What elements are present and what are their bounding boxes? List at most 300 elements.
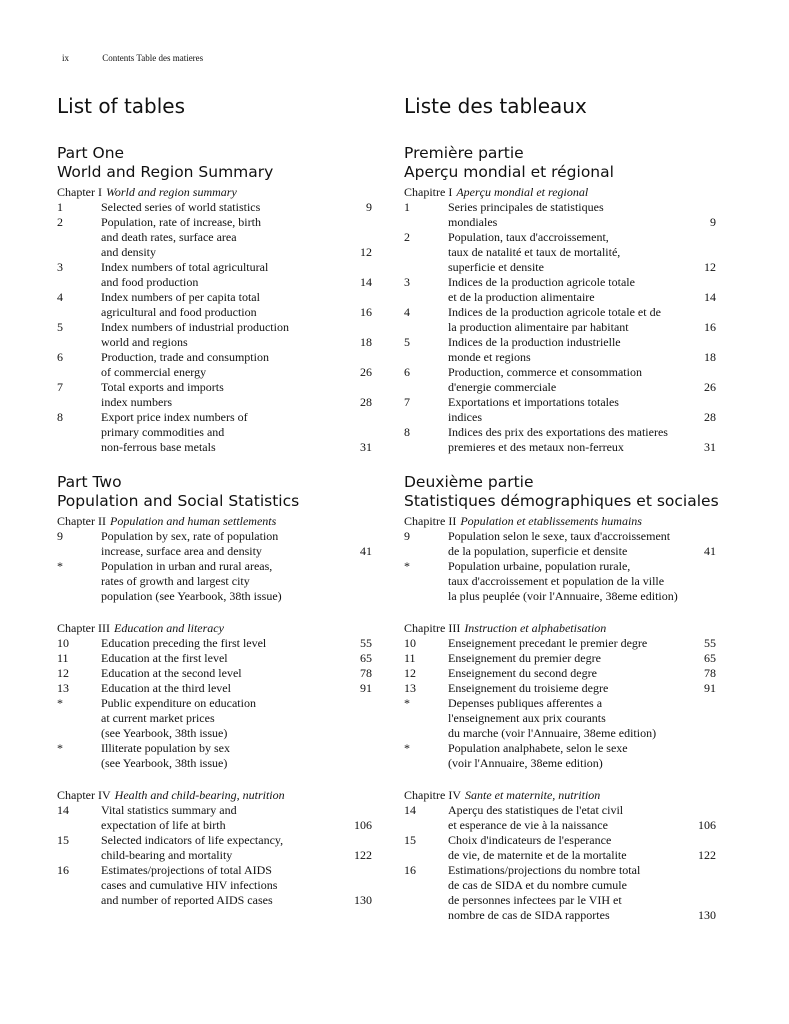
table-number: 12 [404, 666, 416, 680]
table-entry[interactable] [404, 305, 716, 335]
chapter-title: Sante et maternite, nutrition [464, 788, 601, 802]
table-title-line [101, 365, 372, 380]
table-entry[interactable] [404, 559, 716, 604]
page-reference: 31 [704, 440, 716, 454]
table-title-line [448, 878, 716, 893]
table-entry[interactable] [404, 335, 716, 365]
table-title [448, 200, 716, 230]
table-title-text: Population, rate of increase, birth [101, 215, 261, 229]
table-title-line [448, 230, 716, 245]
table-title-line [448, 350, 716, 365]
table-entry[interactable] [404, 741, 716, 771]
table-entry[interactable] [57, 320, 372, 350]
table-title-text: and density [101, 245, 156, 259]
table-number: 3 [404, 275, 410, 289]
table-title-text: de personnes infectees par le VIH et [448, 893, 622, 907]
part-heading [57, 144, 372, 182]
table-number: * [57, 559, 63, 573]
table-title-text: d'energie commerciale [448, 380, 557, 394]
page-reference: 14 [360, 275, 372, 289]
page-reference: 91 [704, 681, 716, 695]
table-title-text: et de la production alimentaire [448, 290, 595, 304]
table-title-text: Education at the second level [101, 666, 242, 680]
table-title-line [101, 848, 372, 863]
table-number: 6 [57, 350, 63, 364]
table-title-line [448, 893, 716, 908]
chapter-block [404, 185, 716, 455]
table-title [448, 833, 716, 863]
table-title [101, 651, 372, 666]
table-title [101, 863, 372, 908]
table-entry[interactable] [57, 833, 372, 863]
table-title-line [448, 741, 716, 756]
part-heading [57, 473, 372, 511]
table-title [101, 681, 372, 696]
table-entry[interactable] [404, 651, 716, 666]
table-title [101, 803, 372, 833]
table-title [448, 863, 716, 923]
table-number: 6 [404, 365, 410, 379]
table-title [448, 529, 716, 559]
table-entry[interactable] [57, 350, 372, 380]
table-entry[interactable] [404, 395, 716, 425]
table-title [448, 741, 716, 771]
chapter-block [404, 788, 716, 923]
table-title-line [448, 395, 716, 410]
chapter-title: World and region summary [105, 185, 237, 199]
table-title-text: Indices de la production industrielle [448, 335, 621, 349]
list-title: List of tables [57, 94, 186, 118]
table-entry[interactable] [57, 290, 372, 320]
page-reference: 9 [710, 215, 716, 229]
table-title-text: premieres et des metaux non-ferreux [448, 440, 624, 454]
table-number: 9 [404, 529, 410, 543]
french-column [404, 92, 719, 940]
part-name: World and Region Summary [57, 163, 274, 181]
part-name: Population and Social Statistics [57, 492, 300, 510]
table-title-line [101, 756, 372, 771]
table-entry[interactable] [404, 275, 716, 305]
table-entry[interactable] [404, 863, 716, 923]
table-title-line [101, 320, 372, 335]
table-title-line [101, 636, 372, 651]
chapter-heading [57, 185, 372, 200]
table-title-line [101, 275, 372, 290]
table-entry[interactable] [57, 215, 372, 260]
table-number: 15 [404, 833, 416, 847]
part-name: Aperçu mondial et régional [404, 163, 614, 181]
chapter-block [57, 514, 372, 604]
page-reference: 130 [354, 893, 372, 907]
table-title-line [101, 574, 372, 589]
page-reference: 106 [354, 818, 372, 832]
table-title-text: l'enseignement aux prix courants [448, 711, 606, 725]
table-title-text: Indices de la production agricole totale et de [448, 305, 661, 319]
table-title-text: (see Yearbook, 38th issue) [101, 726, 228, 740]
table-number: * [404, 559, 410, 573]
table-title-line [448, 365, 716, 380]
table-title-line [448, 440, 716, 455]
page-reference: 106 [698, 818, 716, 832]
table-title-line [101, 395, 372, 410]
chapter-number: Chapitre I [404, 185, 453, 199]
table-title [448, 559, 716, 604]
table-title-line [101, 863, 372, 878]
table-title [448, 305, 716, 335]
table-title [101, 200, 372, 215]
table-entry[interactable] [57, 651, 372, 666]
table-title-line [448, 410, 716, 425]
table-title-text: Population selon le sexe, taux d'accroissement [448, 529, 671, 543]
list-title: Liste des tableaux [404, 94, 587, 118]
chapter-number: Chapter I [57, 185, 102, 199]
table-title-text: monde et regions [448, 350, 531, 364]
chapter-heading [404, 185, 716, 200]
table-title-line [101, 305, 372, 320]
table-number: * [404, 696, 410, 710]
table-title [101, 666, 372, 681]
english-column [57, 92, 372, 925]
table-title-text: Production, trade and consumption [101, 350, 269, 364]
table-entry[interactable] [404, 365, 716, 395]
table-title-text: Enseignement du premier degre [448, 651, 601, 665]
table-title-line [101, 711, 372, 726]
table-title [448, 395, 716, 425]
table-entry[interactable] [404, 425, 716, 455]
table-title [101, 833, 372, 863]
table-title-text: and food production [101, 275, 199, 289]
table-title-line [448, 559, 716, 574]
page-reference: 26 [360, 365, 372, 379]
chapter-number: Chapter II [57, 514, 106, 528]
part-heading [404, 144, 716, 182]
part-name: Statistiques démographiques et sociales [404, 492, 719, 510]
table-title-text: cases and cumulative HIV infections [101, 878, 278, 892]
part-label: Part Two [57, 473, 122, 491]
table-title-text: taux de natalité et taux de mortalité, [448, 245, 621, 259]
table-title-line [101, 290, 372, 305]
table-title-line [101, 245, 372, 260]
table-number: 9 [57, 529, 63, 543]
table-title-line [448, 290, 716, 305]
page-reference: 122 [698, 848, 716, 862]
table-title-text: Selected indicators of life expectancy, [101, 833, 284, 847]
table-title-text: Total exports and imports [101, 380, 224, 394]
table-title [101, 350, 372, 380]
table-title-line [101, 803, 372, 818]
table-title-line [101, 544, 372, 559]
table-entry[interactable] [57, 529, 372, 559]
table-title-text: Population by sex, rate of population [101, 529, 279, 543]
table-title-line [101, 741, 372, 756]
table-number: 16 [57, 863, 69, 877]
entry-list [404, 636, 716, 771]
chapter-heading [57, 788, 372, 803]
table-title-text: agricultural and food production [101, 305, 257, 319]
table-title-line [448, 245, 716, 260]
chapter-heading [57, 621, 372, 636]
table-title-line [101, 893, 372, 908]
table-entry[interactable] [404, 681, 716, 696]
table-title-text: de vie, de maternite et de la mortalite [448, 848, 627, 862]
table-entry[interactable] [404, 666, 716, 681]
table-title-text: Population analphabete, selon le sexe [448, 741, 628, 755]
table-number: 1 [57, 200, 63, 214]
table-title-text: Enseignement du second degre [448, 666, 597, 680]
table-title-text: Estimates/projections of total AIDS [101, 863, 272, 877]
table-title-text: Index numbers of total agricultural [101, 260, 269, 274]
table-title-line [101, 215, 372, 230]
entry-list [404, 803, 716, 923]
table-title-line [448, 589, 716, 604]
table-title-line [448, 803, 716, 818]
part-label: Deuxième partie [404, 473, 534, 491]
table-number: 10 [57, 636, 69, 650]
table-title-text: taux d'accroissement et population de la ville [448, 574, 665, 588]
table-entry[interactable] [404, 529, 716, 559]
table-title [448, 335, 716, 365]
table-title-text: Enseignement du troisieme degre [448, 681, 609, 695]
table-number: 12 [57, 666, 69, 680]
table-title-line [101, 681, 372, 696]
table-title-line [101, 818, 372, 833]
chapter-block [404, 514, 716, 604]
table-title-line [448, 818, 716, 833]
table-title-line [448, 320, 716, 335]
table-number: 5 [404, 335, 410, 349]
table-title-text: nombre de cas de SIDA rapportes [448, 908, 610, 922]
table-title-line [101, 260, 372, 275]
table-title-line [101, 666, 372, 681]
table-entry[interactable] [57, 803, 372, 833]
table-title-line [448, 666, 716, 681]
chapter-title: Aperçu mondial et regional [456, 185, 589, 199]
table-title [101, 529, 372, 559]
table-number: * [57, 696, 63, 710]
table-title [448, 425, 716, 455]
table-title-text: Selected series of world statistics [101, 200, 261, 214]
page-reference: 9 [366, 200, 372, 214]
chapter-block [57, 621, 372, 771]
table-entry[interactable] [404, 833, 716, 863]
table-title-line [448, 215, 716, 230]
table-entry[interactable] [57, 559, 372, 604]
table-title-line [101, 380, 372, 395]
table-title [448, 803, 716, 833]
table-title-text: and number of reported AIDS cases [101, 893, 273, 907]
table-title [101, 696, 372, 741]
page-reference: 41 [360, 544, 372, 558]
table-title [448, 636, 716, 651]
chapter-block [404, 621, 716, 771]
table-title-line [448, 681, 716, 696]
entry-list [57, 529, 372, 604]
table-title-line [101, 696, 372, 711]
table-entry[interactable] [57, 741, 372, 771]
chapter-number: Chapter III [57, 621, 110, 635]
table-entry[interactable] [404, 803, 716, 833]
chapter-title: Instruction et alphabetisation [464, 621, 607, 635]
page-reference: 122 [354, 848, 372, 862]
table-number: 16 [404, 863, 416, 877]
table-entry[interactable] [404, 200, 716, 230]
entry-list [57, 803, 372, 908]
table-title [448, 666, 716, 681]
running-header [62, 53, 203, 63]
table-number: 4 [404, 305, 410, 319]
table-title-text: superficie et densite [448, 260, 544, 274]
page-reference: 28 [360, 395, 372, 409]
table-title-text: Public expenditure on education [101, 696, 256, 710]
table-title-text: Index numbers of per capita total [101, 290, 260, 304]
table-title-text: child-bearing and mortality [101, 848, 233, 862]
table-number: 15 [57, 833, 69, 847]
table-title-text: Depenses publiques afferentes a [448, 696, 603, 710]
page-reference: 55 [360, 636, 372, 650]
table-entry[interactable] [57, 681, 372, 696]
page-reference: 31 [360, 440, 372, 454]
table-title-text: Production, commerce et consommation [448, 365, 642, 379]
entry-list [57, 200, 372, 455]
table-title-line [448, 651, 716, 666]
table-title-text: Exportations et importations totales [448, 395, 619, 409]
entry-list [404, 200, 716, 455]
table-title [101, 636, 372, 651]
entry-list [404, 529, 716, 604]
table-title-text: of commercial energy [101, 365, 207, 379]
table-title-text: index numbers [101, 395, 172, 409]
table-title-text: Indices des prix des exportations des matieres [448, 425, 668, 439]
table-entry[interactable] [57, 863, 372, 908]
chapter-number: Chapitre III [404, 621, 461, 635]
table-title [101, 215, 372, 260]
table-title-line [448, 305, 716, 320]
table-title-text: Series principales de statistiques [448, 200, 604, 214]
page-reference: 12 [704, 260, 716, 274]
table-title-line [448, 425, 716, 440]
table-number: 11 [57, 651, 69, 665]
table-title-line [101, 529, 372, 544]
page-number: ix [62, 53, 70, 63]
table-title-text: (voir l'Annuaire, 38eme edition) [448, 756, 603, 770]
table-title-line [448, 380, 716, 395]
table-title-text: Education at the third level [101, 681, 231, 695]
table-number: 8 [404, 425, 410, 439]
chapter-title: Population et etablissements humains [460, 514, 642, 528]
table-number: 13 [404, 681, 416, 695]
table-entry[interactable] [404, 230, 716, 275]
page-reference: 65 [360, 651, 372, 665]
table-number: 10 [404, 636, 416, 650]
table-title [448, 651, 716, 666]
table-title-line [448, 711, 716, 726]
table-title-line [101, 425, 372, 440]
page-reference: 41 [704, 544, 716, 558]
page-reference: 65 [704, 651, 716, 665]
page-reference: 16 [704, 320, 716, 334]
table-title-line [448, 636, 716, 651]
part-heading [404, 473, 719, 511]
entry-list [57, 636, 372, 771]
table-title-line [448, 544, 716, 559]
table-title-text: la production alimentaire par habitant [448, 320, 629, 334]
chapter-number: Chapitre IV [404, 788, 461, 802]
table-number: 2 [57, 215, 63, 229]
table-title-text: at current market prices [101, 711, 215, 725]
table-title-line [448, 260, 716, 275]
table-title-text: Index numbers of industrial production [101, 320, 289, 334]
chapter-title: Education and literacy [113, 621, 224, 635]
table-entry[interactable] [404, 696, 716, 741]
table-title-text: (see Yearbook, 38th issue) [101, 756, 228, 770]
running-title: Contents Table des matieres [102, 53, 204, 63]
table-title [101, 380, 372, 410]
table-title-line [101, 651, 372, 666]
chapter-heading [404, 514, 716, 529]
table-title-text: de la population, superficie et densite [448, 544, 628, 558]
table-title-text: indices [448, 410, 482, 424]
table-title-text: Education at the first level [101, 651, 228, 665]
page-reference: 18 [704, 350, 716, 364]
table-title-line [101, 200, 372, 215]
table-number: 1 [404, 200, 410, 214]
table-title-text: et esperance de vie à la naissance [448, 818, 608, 832]
table-title-line [448, 726, 716, 741]
table-title-text: Estimations/projections du nombre total [448, 863, 641, 877]
chapter-heading [404, 621, 716, 636]
chapter-number: Chapitre II [404, 514, 457, 528]
table-title-text: increase, surface area and density [101, 544, 262, 558]
table-title-text: rates of growth and largest city [101, 574, 250, 588]
table-entry[interactable] [57, 380, 372, 410]
table-number: 3 [57, 260, 63, 274]
table-number: 8 [57, 410, 63, 424]
table-entry[interactable] [404, 636, 716, 651]
table-entry[interactable] [57, 410, 372, 455]
page-reference: 28 [704, 410, 716, 424]
table-title-line [101, 350, 372, 365]
table-title [448, 365, 716, 395]
table-entry[interactable] [57, 200, 372, 215]
chapter-heading [57, 514, 372, 529]
table-entry[interactable] [57, 666, 372, 681]
table-title-line [101, 335, 372, 350]
part-label: Part One [57, 144, 125, 162]
page-reference: 130 [698, 908, 716, 922]
table-number: 14 [404, 803, 416, 817]
table-title-line [448, 833, 716, 848]
table-number: 14 [57, 803, 69, 817]
page-reference: 18 [360, 335, 372, 349]
table-title-text: Choix d'indicateurs de l'esperance [448, 833, 612, 847]
table-title-text: and death rates, surface area [101, 230, 237, 244]
table-number: 7 [57, 380, 63, 394]
table-entry[interactable] [57, 636, 372, 651]
table-entry[interactable] [57, 260, 372, 290]
table-title-text: de cas de SIDA et du nombre cumule [448, 878, 627, 892]
table-title-text: Education preceding the first level [101, 636, 267, 650]
table-title-line [101, 559, 372, 574]
part-label: Première partie [404, 144, 524, 162]
table-title-line [448, 574, 716, 589]
page-reference: 16 [360, 305, 372, 319]
table-title-line [448, 908, 716, 923]
table-entry[interactable] [57, 696, 372, 741]
table-title-text: Enseignement precedant le premier degre [448, 636, 648, 650]
chapter-title: Population and human settlements [109, 514, 277, 528]
table-number: 11 [404, 651, 416, 665]
table-number: 2 [404, 230, 410, 244]
